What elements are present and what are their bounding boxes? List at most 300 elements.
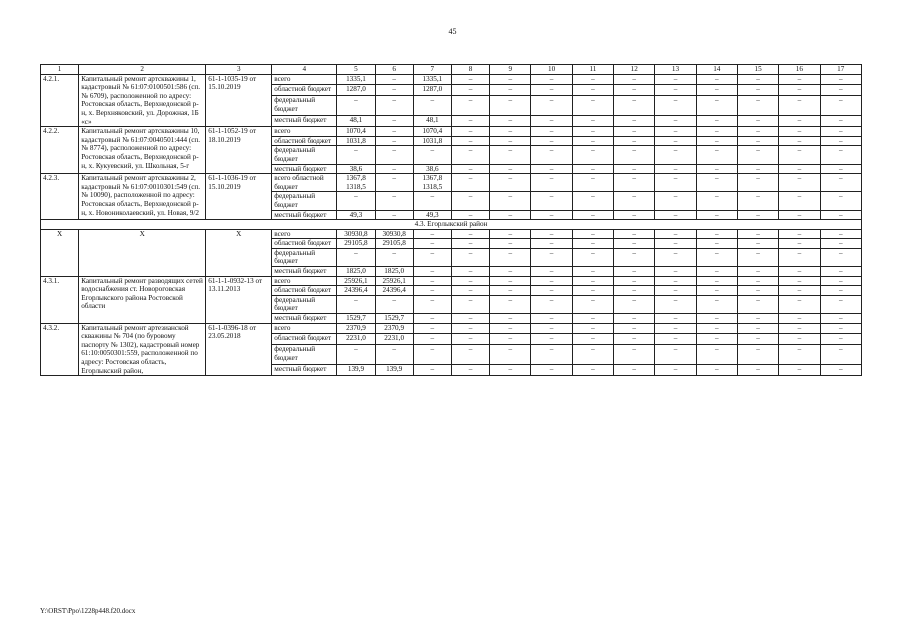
funding-source: областной бюджет bbox=[272, 334, 337, 345]
value-cell: – bbox=[696, 192, 737, 210]
value-cell: – bbox=[572, 295, 613, 313]
value-cell: – bbox=[696, 164, 737, 174]
value-cell: – bbox=[451, 127, 489, 137]
value-cell: – bbox=[779, 116, 820, 127]
value-cell: – bbox=[655, 116, 696, 127]
funding-source: федеральный бюджет bbox=[272, 192, 337, 210]
value-col5: – bbox=[337, 248, 375, 266]
column-header: 9 bbox=[490, 65, 531, 75]
section-row bbox=[41, 220, 862, 230]
funding-source: областной бюджет bbox=[272, 286, 337, 296]
value-cell: – bbox=[779, 85, 820, 96]
funding-source: областной бюджет bbox=[272, 136, 337, 146]
value-cell: – bbox=[531, 116, 572, 127]
value-cell: – bbox=[531, 295, 572, 313]
value-col7: 48,1 bbox=[413, 116, 451, 127]
column-header: 14 bbox=[696, 65, 737, 75]
value-col7: – bbox=[413, 276, 451, 286]
value-col7: – bbox=[413, 314, 451, 324]
value-cell: – bbox=[531, 267, 572, 277]
value-cell: – bbox=[737, 239, 778, 249]
value-cell: – bbox=[737, 276, 778, 286]
value-cell: – bbox=[820, 192, 861, 210]
value-cell: – bbox=[451, 314, 489, 324]
value-col7: – bbox=[413, 334, 451, 345]
table-row bbox=[41, 229, 862, 239]
value-cell: – bbox=[614, 85, 655, 96]
value-cell: – bbox=[531, 334, 572, 345]
value-col7: – bbox=[413, 323, 451, 334]
funding-source: всего bbox=[272, 276, 337, 286]
value-cell: – bbox=[820, 85, 861, 96]
value-col7: 1287,0 bbox=[413, 85, 451, 96]
value-cell: – bbox=[737, 174, 778, 192]
item-number: 4.3.1. bbox=[41, 276, 79, 323]
value-cell: – bbox=[614, 229, 655, 239]
value-cell: – bbox=[451, 286, 489, 296]
value-cell: – bbox=[779, 229, 820, 239]
value-cell: – bbox=[451, 248, 489, 266]
value-cell: – bbox=[737, 345, 778, 365]
value-cell: – bbox=[572, 365, 613, 376]
value-cell: – bbox=[696, 174, 737, 192]
table-row bbox=[41, 323, 862, 334]
value-col7: – bbox=[413, 286, 451, 296]
value-cell: – bbox=[737, 267, 778, 277]
value-cell: – bbox=[572, 164, 613, 174]
x-marker: Х bbox=[79, 229, 206, 276]
value-col7: 1335,1 bbox=[413, 74, 451, 85]
value-cell: – bbox=[451, 96, 489, 116]
value-cell: – bbox=[614, 136, 655, 146]
value-cell: – bbox=[655, 136, 696, 146]
value-cell: – bbox=[451, 174, 489, 192]
funding-source: федеральный бюджет bbox=[272, 345, 337, 365]
value-col7: – bbox=[413, 295, 451, 313]
value-col6: 29105,8 bbox=[375, 239, 413, 249]
value-col5: 1529,7 bbox=[337, 314, 375, 324]
value-cell: – bbox=[820, 248, 861, 266]
value-cell: – bbox=[572, 136, 613, 146]
value-cell: – bbox=[737, 365, 778, 376]
value-cell: – bbox=[531, 276, 572, 286]
value-col5: 139,9 bbox=[337, 365, 375, 376]
value-cell: – bbox=[820, 174, 861, 192]
value-cell: – bbox=[655, 239, 696, 249]
x-marker: Х bbox=[206, 229, 272, 276]
column-header: 5 bbox=[337, 65, 375, 75]
value-cell: – bbox=[531, 365, 572, 376]
value-col6: – bbox=[375, 248, 413, 266]
value-col5: – bbox=[337, 345, 375, 365]
value-cell: – bbox=[655, 248, 696, 266]
value-cell: – bbox=[451, 192, 489, 210]
value-cell: – bbox=[779, 248, 820, 266]
value-col7: – bbox=[413, 239, 451, 249]
value-cell: – bbox=[737, 96, 778, 116]
value-cell: – bbox=[572, 210, 613, 220]
value-cell: – bbox=[696, 229, 737, 239]
value-cell: – bbox=[490, 192, 531, 210]
value-col6: – bbox=[375, 345, 413, 365]
value-cell: – bbox=[451, 267, 489, 277]
value-cell: – bbox=[451, 146, 489, 164]
value-cell: – bbox=[779, 127, 820, 137]
value-col5: 1070,4 bbox=[337, 127, 375, 137]
value-cell: – bbox=[737, 229, 778, 239]
value-cell: – bbox=[572, 229, 613, 239]
value-col5: 24396,4 bbox=[337, 286, 375, 296]
value-cell: – bbox=[490, 314, 531, 324]
value-cell: – bbox=[820, 96, 861, 116]
value-cell: – bbox=[490, 164, 531, 174]
value-col5: 49,3 bbox=[337, 210, 375, 220]
value-cell: – bbox=[779, 239, 820, 249]
item-name: Капитальный ремонт артезианской скважины № 704 (по буровому паспорту № 1302), кадастровый номер 61:10:0050301:559, расположенной по адресу: Ростовская область, Егорлыкский район, bbox=[79, 323, 206, 376]
value-cell: – bbox=[696, 146, 737, 164]
table-row bbox=[41, 276, 862, 286]
value-cell: – bbox=[779, 323, 820, 334]
value-cell: – bbox=[572, 314, 613, 324]
value-cell: – bbox=[779, 164, 820, 174]
value-cell: – bbox=[572, 85, 613, 96]
value-cell: – bbox=[820, 116, 861, 127]
value-cell: – bbox=[572, 174, 613, 192]
value-cell: – bbox=[531, 229, 572, 239]
value-cell: – bbox=[696, 127, 737, 137]
value-cell: – bbox=[531, 239, 572, 249]
table-row bbox=[41, 127, 862, 137]
item-name: Капитальный ремонт артскважины 10, кадастровый № 61:07:0040501:444 (сп. № 8774), расположенной по адресу: Ростовская область, Верхнедонской р-н, х. Кукуевский, ул. Школьная, 5-г bbox=[79, 127, 206, 174]
value-cell: – bbox=[655, 314, 696, 324]
value-cell: – bbox=[779, 286, 820, 296]
value-col6: 25926,1 bbox=[375, 276, 413, 286]
value-cell: – bbox=[737, 127, 778, 137]
funding-source: местный бюджет bbox=[272, 314, 337, 324]
document-number: 61-1-0396-18 от 23.05.2018 bbox=[206, 323, 272, 376]
value-cell: – bbox=[696, 210, 737, 220]
value-cell: – bbox=[451, 365, 489, 376]
value-cell: – bbox=[614, 334, 655, 345]
value-cell: – bbox=[737, 116, 778, 127]
value-cell: – bbox=[820, 295, 861, 313]
value-cell: – bbox=[490, 210, 531, 220]
value-cell: – bbox=[572, 248, 613, 266]
value-cell: – bbox=[572, 345, 613, 365]
value-col6: 30930,8 bbox=[375, 229, 413, 239]
funding-source: всего bbox=[272, 323, 337, 334]
value-cell: – bbox=[531, 345, 572, 365]
funding-source: федеральный бюджет bbox=[272, 295, 337, 313]
value-col7: 38,6 bbox=[413, 164, 451, 174]
value-col5: 1367,8 1318,5 bbox=[337, 174, 375, 192]
value-cell: – bbox=[451, 239, 489, 249]
value-cell: – bbox=[820, 229, 861, 239]
value-cell: – bbox=[696, 295, 737, 313]
funding-source: местный бюджет bbox=[272, 365, 337, 376]
item-name: Капитальный ремонт артскважины 2, кадастровый № 61:07:0010301:549 (сп. № 10090), расположенной по адресу: Ростовская область, Верхнедонской р-н, х. Новониколаевский, ул. Новая, 9/2 bbox=[79, 174, 206, 220]
value-col6: – bbox=[375, 127, 413, 137]
value-cell: – bbox=[696, 85, 737, 96]
value-cell: – bbox=[572, 116, 613, 127]
column-header: 7 bbox=[413, 65, 451, 75]
value-cell: – bbox=[614, 248, 655, 266]
value-cell: – bbox=[696, 267, 737, 277]
value-col5: 2370,9 bbox=[337, 323, 375, 334]
value-cell: – bbox=[655, 174, 696, 192]
value-cell: – bbox=[451, 85, 489, 96]
value-cell: – bbox=[490, 127, 531, 137]
value-cell: – bbox=[696, 116, 737, 127]
column-header: 15 bbox=[737, 65, 778, 75]
value-cell: – bbox=[779, 276, 820, 286]
value-cell: – bbox=[451, 334, 489, 345]
value-col6: 2231,0 bbox=[375, 334, 413, 345]
value-cell: – bbox=[490, 295, 531, 313]
value-cell: – bbox=[490, 136, 531, 146]
value-cell: – bbox=[451, 229, 489, 239]
item-name: Капитальный ремонт артскважины 1, кадастровый № 61:07:0100501:586 (сп. № 6709), расположенной по адресу: Ростовская область, Верхнедонской р-н, х. Верхняковский, ул. Дорожная, 1Б «с» bbox=[79, 74, 206, 127]
value-col5: – bbox=[337, 146, 375, 164]
funding-source: всего bbox=[272, 74, 337, 85]
value-col6: – bbox=[375, 210, 413, 220]
value-cell: – bbox=[614, 210, 655, 220]
value-col5: 30930,8 bbox=[337, 229, 375, 239]
value-cell: – bbox=[737, 334, 778, 345]
value-cell: – bbox=[531, 85, 572, 96]
value-col6: 1825,0 bbox=[375, 267, 413, 277]
value-cell: – bbox=[614, 295, 655, 313]
value-cell: – bbox=[531, 192, 572, 210]
value-cell: – bbox=[531, 248, 572, 266]
value-cell: – bbox=[614, 127, 655, 137]
value-cell: – bbox=[779, 345, 820, 365]
value-cell: – bbox=[572, 74, 613, 85]
value-cell: – bbox=[820, 365, 861, 376]
value-cell: – bbox=[820, 334, 861, 345]
value-cell: – bbox=[737, 192, 778, 210]
value-cell: – bbox=[655, 286, 696, 296]
value-cell: – bbox=[820, 267, 861, 277]
value-cell: – bbox=[490, 365, 531, 376]
value-cell: – bbox=[490, 74, 531, 85]
value-col6: 139,9 bbox=[375, 365, 413, 376]
value-cell: – bbox=[490, 276, 531, 286]
value-col6: 2370,9 bbox=[375, 323, 413, 334]
value-col5: 1287,0 bbox=[337, 85, 375, 96]
value-cell: – bbox=[737, 323, 778, 334]
value-col5: 1825,0 bbox=[337, 267, 375, 277]
value-cell: – bbox=[820, 323, 861, 334]
value-cell: – bbox=[696, 334, 737, 345]
value-cell: – bbox=[490, 85, 531, 96]
column-header: 4 bbox=[272, 65, 337, 75]
value-cell: – bbox=[614, 164, 655, 174]
value-cell: – bbox=[531, 146, 572, 164]
value-cell: – bbox=[490, 146, 531, 164]
value-cell: – bbox=[820, 345, 861, 365]
value-col5: 2231,0 bbox=[337, 334, 375, 345]
value-cell: – bbox=[451, 210, 489, 220]
value-cell: – bbox=[655, 229, 696, 239]
value-col5: 1031,8 bbox=[337, 136, 375, 146]
value-cell: – bbox=[490, 239, 531, 249]
value-cell: – bbox=[614, 74, 655, 85]
value-cell: – bbox=[820, 146, 861, 164]
value-cell: – bbox=[655, 74, 696, 85]
value-cell: – bbox=[820, 210, 861, 220]
value-col5: – bbox=[337, 295, 375, 313]
value-cell: – bbox=[531, 174, 572, 192]
value-cell: – bbox=[737, 74, 778, 85]
funding-source: местный бюджет bbox=[272, 210, 337, 220]
value-col7: 1031,8 bbox=[413, 136, 451, 146]
value-cell: – bbox=[696, 314, 737, 324]
value-cell: – bbox=[820, 239, 861, 249]
value-col6: – bbox=[375, 136, 413, 146]
value-cell: – bbox=[737, 136, 778, 146]
value-cell: – bbox=[614, 314, 655, 324]
value-col6: – bbox=[375, 164, 413, 174]
value-col5: – bbox=[337, 96, 375, 116]
value-cell: – bbox=[655, 192, 696, 210]
value-col5: 29105,8 bbox=[337, 239, 375, 249]
funding-source: федеральный бюджет bbox=[272, 96, 337, 116]
value-cell: – bbox=[614, 116, 655, 127]
value-cell: – bbox=[490, 323, 531, 334]
column-header: 11 bbox=[572, 65, 613, 75]
value-col7: – bbox=[413, 146, 451, 164]
funding-source: местный бюджет bbox=[272, 116, 337, 127]
value-cell: – bbox=[655, 276, 696, 286]
value-col7: – bbox=[413, 267, 451, 277]
section-title: 4.3. Егорлыкский район bbox=[41, 220, 862, 230]
item-number: 4.3.2. bbox=[41, 323, 79, 376]
value-cell: – bbox=[531, 136, 572, 146]
value-cell: – bbox=[655, 85, 696, 96]
page-number: 45 bbox=[448, 27, 457, 36]
value-cell: – bbox=[572, 276, 613, 286]
value-cell: – bbox=[779, 174, 820, 192]
value-cell: – bbox=[614, 276, 655, 286]
value-cell: – bbox=[820, 276, 861, 286]
value-cell: – bbox=[779, 334, 820, 345]
value-cell: – bbox=[737, 146, 778, 164]
column-header: 6 bbox=[375, 65, 413, 75]
value-cell: – bbox=[696, 74, 737, 85]
value-cell: – bbox=[737, 248, 778, 266]
value-cell: – bbox=[614, 345, 655, 365]
value-cell: – bbox=[490, 96, 531, 116]
value-cell: – bbox=[696, 136, 737, 146]
value-cell: – bbox=[737, 210, 778, 220]
value-cell: – bbox=[531, 164, 572, 174]
value-cell: – bbox=[696, 248, 737, 266]
value-col6: – bbox=[375, 85, 413, 96]
item-name: Капитальный ремонт разводящих сетей водоснабжения ст. Новороговская Егорлыкского района Ростовской области bbox=[79, 276, 206, 323]
document-number: 61-1-1035-19 от 15.10.2019 bbox=[206, 74, 272, 127]
value-cell: – bbox=[779, 210, 820, 220]
value-cell: – bbox=[779, 314, 820, 324]
value-cell: – bbox=[655, 146, 696, 164]
value-cell: – bbox=[779, 192, 820, 210]
value-col7: – bbox=[413, 365, 451, 376]
funding-source: местный бюджет bbox=[272, 164, 337, 174]
value-cell: – bbox=[572, 323, 613, 334]
value-col5: – bbox=[337, 192, 375, 210]
value-cell: – bbox=[820, 164, 861, 174]
value-cell: – bbox=[820, 314, 861, 324]
document-number: 61-1-1036-19 от 15.10.2019 bbox=[206, 174, 272, 220]
funding-source: областной бюджет bbox=[272, 85, 337, 96]
value-cell: – bbox=[614, 192, 655, 210]
item-number: 4.2.3. bbox=[41, 174, 79, 220]
value-cell: – bbox=[451, 345, 489, 365]
value-cell: – bbox=[614, 365, 655, 376]
value-cell: – bbox=[696, 239, 737, 249]
value-cell: – bbox=[614, 239, 655, 249]
value-cell: – bbox=[779, 96, 820, 116]
value-cell: – bbox=[451, 276, 489, 286]
value-cell: – bbox=[655, 210, 696, 220]
value-cell: – bbox=[820, 127, 861, 137]
column-header: 16 bbox=[779, 65, 820, 75]
value-cell: – bbox=[490, 286, 531, 296]
value-col6: – bbox=[375, 116, 413, 127]
value-col6: – bbox=[375, 174, 413, 192]
value-cell: – bbox=[696, 345, 737, 365]
value-col6: – bbox=[375, 146, 413, 164]
value-cell: – bbox=[655, 96, 696, 116]
value-cell: – bbox=[451, 136, 489, 146]
value-col7: – bbox=[413, 345, 451, 365]
value-cell: – bbox=[655, 365, 696, 376]
value-cell: – bbox=[572, 239, 613, 249]
value-cell: – bbox=[655, 334, 696, 345]
value-cell: – bbox=[614, 286, 655, 296]
column-header: 12 bbox=[614, 65, 655, 75]
table-row bbox=[41, 174, 862, 192]
value-cell: – bbox=[451, 164, 489, 174]
value-cell: – bbox=[572, 127, 613, 137]
value-cell: – bbox=[614, 174, 655, 192]
value-cell: – bbox=[614, 96, 655, 116]
column-header: 10 bbox=[531, 65, 572, 75]
budget-table bbox=[40, 64, 862, 376]
funding-source: всего областной бюджет bbox=[272, 174, 337, 192]
header-row bbox=[41, 65, 862, 75]
value-cell: – bbox=[531, 210, 572, 220]
value-cell: – bbox=[820, 74, 861, 85]
value-cell: – bbox=[614, 267, 655, 277]
funding-source: федеральный бюджет bbox=[272, 248, 337, 266]
value-cell: – bbox=[531, 286, 572, 296]
value-col7: – bbox=[413, 96, 451, 116]
value-col6: – bbox=[375, 295, 413, 313]
value-col7: 1070,4 bbox=[413, 127, 451, 137]
value-col7: – bbox=[413, 192, 451, 210]
value-col5: 38,6 bbox=[337, 164, 375, 174]
value-cell: – bbox=[779, 136, 820, 146]
value-cell: – bbox=[490, 174, 531, 192]
value-col5: 48,1 bbox=[337, 116, 375, 127]
value-cell: – bbox=[531, 323, 572, 334]
value-col5: 1335,1 bbox=[337, 74, 375, 85]
x-marker: Х bbox=[41, 229, 79, 276]
value-cell: – bbox=[490, 248, 531, 266]
value-cell: – bbox=[490, 116, 531, 127]
value-cell: – bbox=[779, 74, 820, 85]
